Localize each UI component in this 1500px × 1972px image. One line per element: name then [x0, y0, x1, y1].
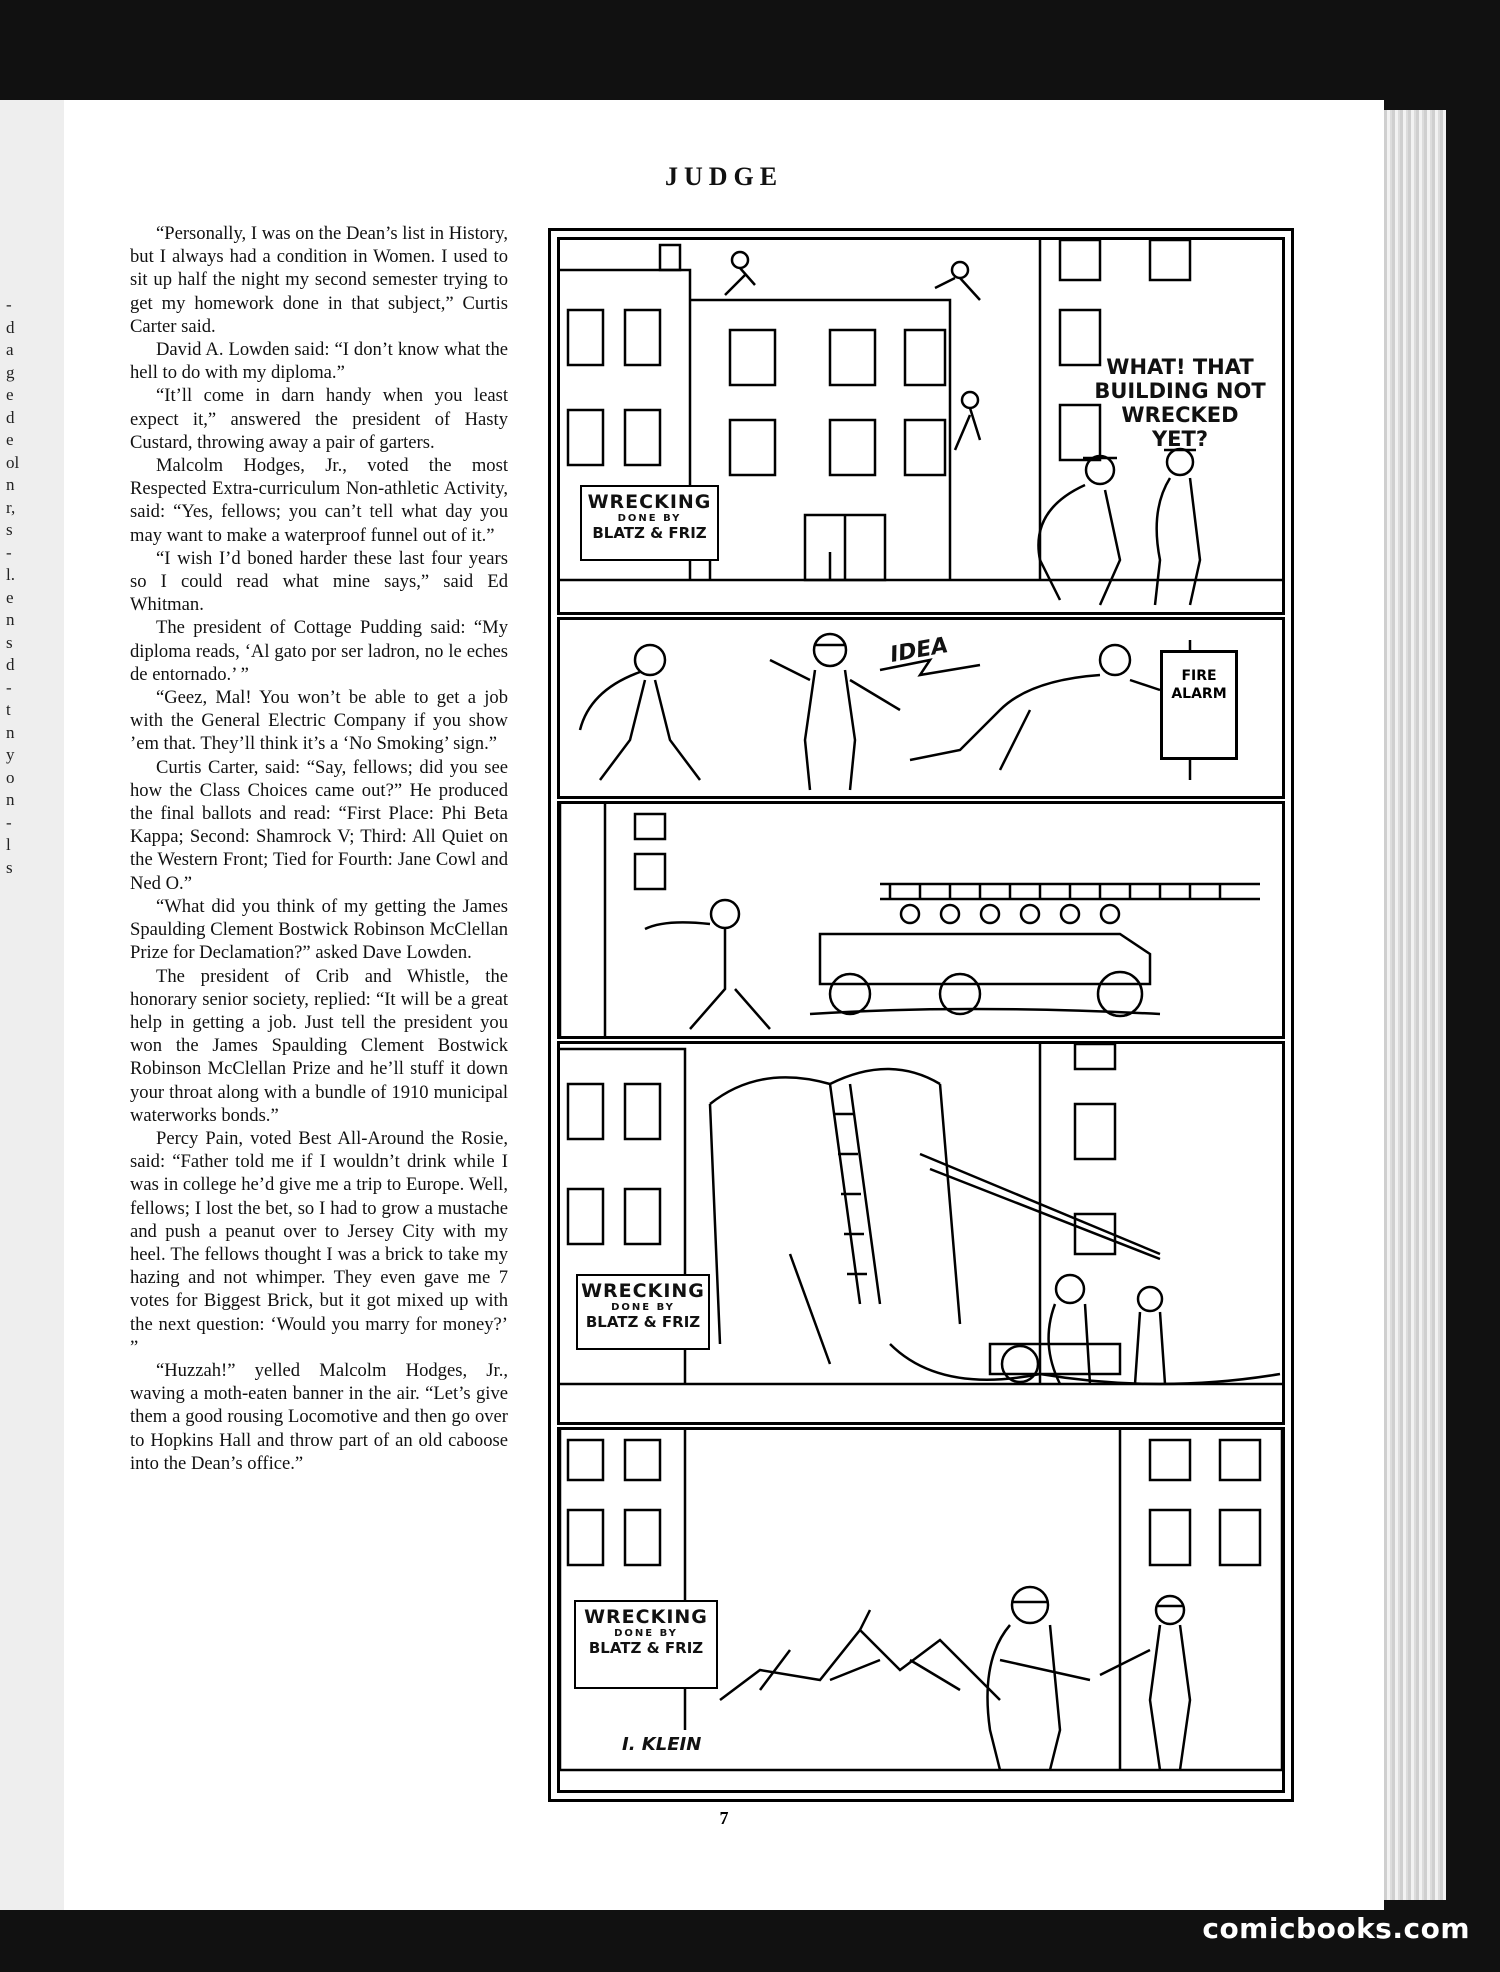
sign-line: WRECKING [581, 1280, 705, 1302]
paragraph: “Huzzah!” yelled Malcolm Hodges, Jr., waving a moth-eaten banner in the air. “Let’s give them a good rousing Locomotive and then go over to Hopkins Hall and throw part of an old caboose into the Dean’s office.” [130, 1359, 508, 1474]
magazine-page [64, 100, 1384, 1910]
text-column [130, 222, 508, 1475]
left-page-fragment: - [6, 295, 12, 314]
comic-strip [548, 228, 1294, 1802]
left-page-fragment: n [6, 722, 15, 742]
comic-panel-5 [557, 1427, 1285, 1793]
idea-word: IDEA [888, 633, 951, 668]
left-page-fragment: e [6, 587, 14, 607]
speech-balloon [1090, 355, 1270, 451]
paragraph: “I wish I’d boned harder these last four years so I could read what mine says,” said Ed Whitman. [130, 547, 508, 616]
left-page-fragment: d [6, 655, 15, 674]
balloon-line: BUILDING NOT [1094, 379, 1266, 403]
left-page-fragment: e [6, 385, 14, 404]
left-page-fragment: s [6, 520, 13, 539]
paragraph: “Personally, I was on the Dean’s list in History, but I always had a condition in Women. I used to sit up half the night my second semester trying to get my homework done in that subject,” Curtis Carter said. [130, 223, 508, 337]
left-page-fragment: y [6, 745, 15, 764]
left-page-fragment: - [6, 677, 12, 697]
paragraph: “It’ll come in darn handy when you least expect it,” answered the president of Hasty Custard, throwing away a pair of garters. [130, 385, 508, 453]
page-number: 7 [719, 1808, 729, 1828]
artist-signature: I. KLEIN [622, 1734, 702, 1755]
sign-line: WRECKING [584, 1606, 708, 1628]
comic-panel-3 [557, 801, 1285, 1039]
sign-line: BLATZ & FRIZ [588, 1639, 704, 1657]
left-page-fragment: s [6, 857, 13, 877]
left-page-fragment: d [6, 317, 15, 337]
left-page-fragment: l [6, 835, 11, 854]
sign-line: DONE BY [614, 1628, 678, 1639]
paragraph: Malcolm Hodges, Jr., voted the most Respected Extra-curriculum Non-athletic Activity, said: “Yes, fellows; you can’t tell what day you may want to make a waterproof funnel out of it.” [130, 455, 508, 546]
fire-alarm-box [1160, 650, 1238, 760]
left-page-fragment: e [6, 430, 14, 449]
wrecking-sign [580, 485, 719, 561]
left-page-fragment: r, [6, 497, 16, 517]
left-page-fragment: s [6, 632, 13, 652]
sign-line: BLATZ & FRIZ [592, 524, 707, 542]
sign-line: WRECKING [587, 491, 712, 513]
paragraph: Curtis Carter, said: “Say, fellows; did you see how the Class Choices came out?” He produced the final ballots and read: “First Place: Phi Beta Kappa; Second: Shamrock V; Third: All Quiet on the Western Front; Tied for Fourth: Jane Cowl and Ned O.” [130, 756, 508, 894]
left-page-fragment: n [6, 475, 15, 494]
comic-panel-4 [557, 1041, 1285, 1425]
panel-4-drawing [560, 1044, 1282, 1422]
comic-panel-2 [557, 617, 1285, 799]
paragraph: The president of Crib and Whistle, the honorary senior society, replied: “It will be a great help in getting a job. Just tell the president you won the James Spaulding Clement Bostwick Robinson McClellan Prize and he’ll stuff it down your throat along with a bundle of 1910 municipal waterworks bonds.” [130, 965, 508, 1126]
comic-panel-1 [557, 237, 1285, 615]
paragraph: The president of Cottage Pudding said: “My diploma reads, ‘Al gato por ser ladron, no le eches de entornado.’ ” [130, 617, 508, 685]
balloon-line: WHAT! THAT [1106, 355, 1254, 379]
left-page-fragment: ol [6, 452, 20, 472]
sign-line: DONE BY [611, 1302, 675, 1313]
left-page-fragment: l. [6, 565, 15, 584]
left-page-fragment: n [6, 610, 15, 629]
page-stack-edges [1384, 110, 1446, 1900]
left-page-fragment: n [6, 790, 15, 809]
fire-alarm-line: FIRE [1181, 668, 1217, 684]
sign-line: DONE BY [617, 513, 682, 524]
paragraph: “Geez, Mal! You won’t be able to get a job with the General Electric Company if you show ’em that. They’ll think it’s a ‘No Smoking’ sign.” [130, 687, 508, 755]
paragraph: “What did you think of my getting the James Spaulding Clement Bostwick Robinson McClellan Prize for Declamation?” asked Dave Lowden. [130, 895, 508, 964]
left-page-fragment: o [6, 767, 15, 787]
wrecking-sign-2 [576, 1274, 710, 1350]
sign-line: BLATZ & FRIZ [585, 1313, 701, 1331]
left-page-fragment: t [6, 700, 11, 719]
left-page-fragment: g [6, 362, 15, 382]
left-page-fragment: a [6, 340, 14, 359]
paragraph: David A. Lowden said: “I don’t know what the hell to do with my diploma.” [130, 339, 508, 384]
left-page-edge [0, 100, 64, 1910]
wrecking-sign-3 [574, 1600, 718, 1689]
running-head: JUDGE [664, 162, 784, 191]
left-page-fragment: - [6, 812, 12, 832]
balloon-line: WRECKED YET? [1121, 403, 1239, 451]
left-page-fragment: d [6, 407, 15, 427]
fire-alarm-line: ALARM [1171, 686, 1227, 702]
left-page-fragment: - [6, 542, 12, 562]
watermark: comicbooks.com [1202, 1912, 1470, 1945]
panel-3-drawing [560, 804, 1282, 1036]
paragraph: Percy Pain, voted Best All-Around the Rosie, said: “Father told me if I wouldn’t drink while I was in college he’d give me a trip to Europe. Well, fellows; I lost the bet, so I had to grow a mustache and push a peanut over to Jersey City with my heel. The fellows thought I was a brick to take my hazing and not whimper. They even gave me 7 votes for Biggest Brick, but it got mixed up with the next question: ‘Would you marry for money?’ ” [130, 1127, 508, 1358]
